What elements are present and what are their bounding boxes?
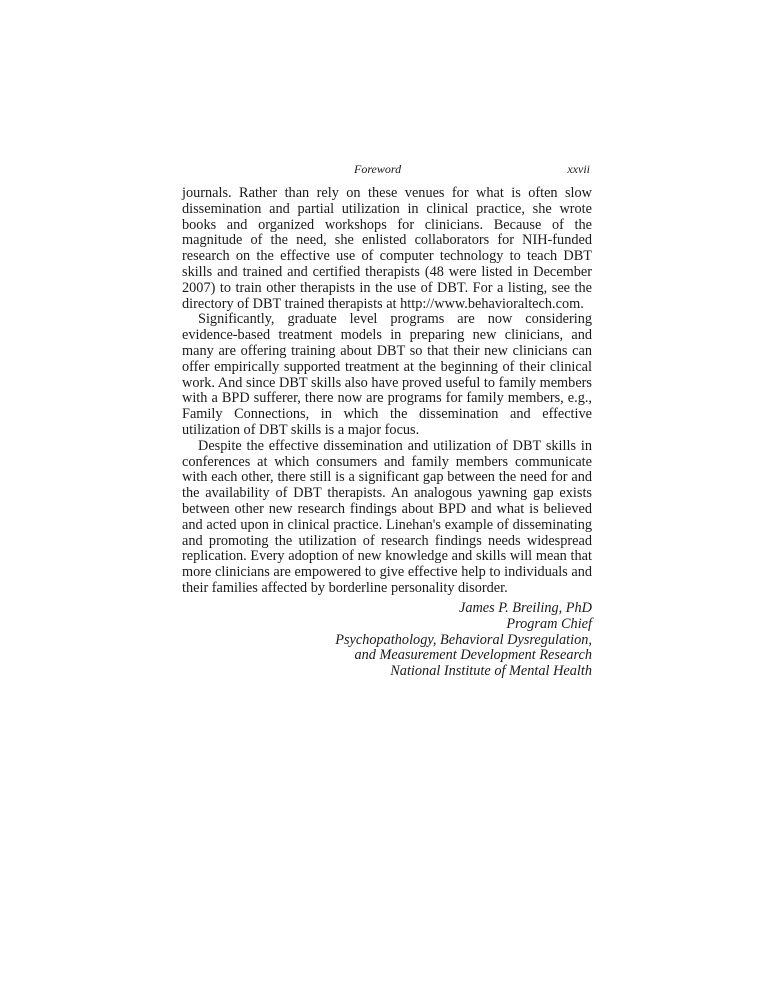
running-head-title: Foreword bbox=[354, 162, 402, 176]
paragraph-dissemination-gap: Despite the effective dissemination and utilization of DBT skills in conferences at which consumers and family members communicate with each other, there still is a significant gap between the need for and the availability of DBT therapists. An analogous yawning gap exists between other new research findings about BPD and what is believed and acted upon in clinical practice. Linehan's example of disseminating and promoting the utilization of research findings needs widespread replication. Every adoption of new knowledge and skills will mean that more clinicians are empowered to give effective help to individuals and their families affected by borderline personality disorder. bbox=[182, 437, 592, 596]
paragraph-graduate-programs: Significantly, graduate level programs are now considering evidence-based treatment models in preparing new clinicians, and many are offering training about DBT so that their new clinicians can offer empirically supported treatment at the beginning of their clinical work. And since DBT skills also have proved useful to family members with a BPD sufferer, there now are programs for family members, e.g., Family Connections, in which the dissemination and effective utilization of DBT skills is a major focus. bbox=[182, 311, 592, 438]
body-text bbox=[182, 186, 592, 597]
signature-division-line-2: and Measurement Development Research bbox=[354, 647, 592, 664]
signature-block bbox=[182, 601, 592, 680]
running-head bbox=[182, 162, 592, 180]
signature-institute: National Institute of Mental Health bbox=[390, 663, 592, 680]
paragraph-continued: journals. Rather than rely on these venues for what is often slow dissemination and partial utilization in clinical practice, she wrote books and organized workshops for clinicians. Because of the magnitude of the need, she enlisted collaborators for NIH-funded research on the effective use of computer technology to teach DBT skills and trained and certified therapists (48 were listed in December 2007) to train other therapists in the use of DBT. For a listing, see the directory of DBT trained therapists at http://www.behavioraltech.com. bbox=[182, 185, 592, 312]
page-number: xxvii bbox=[567, 162, 590, 176]
signature-division-line-1: Psychopathology, Behavioral Dysregulation, bbox=[335, 631, 592, 648]
signature-position: Program Chief bbox=[506, 615, 592, 632]
signature-name: James P. Breiling, PhD bbox=[458, 600, 592, 616]
